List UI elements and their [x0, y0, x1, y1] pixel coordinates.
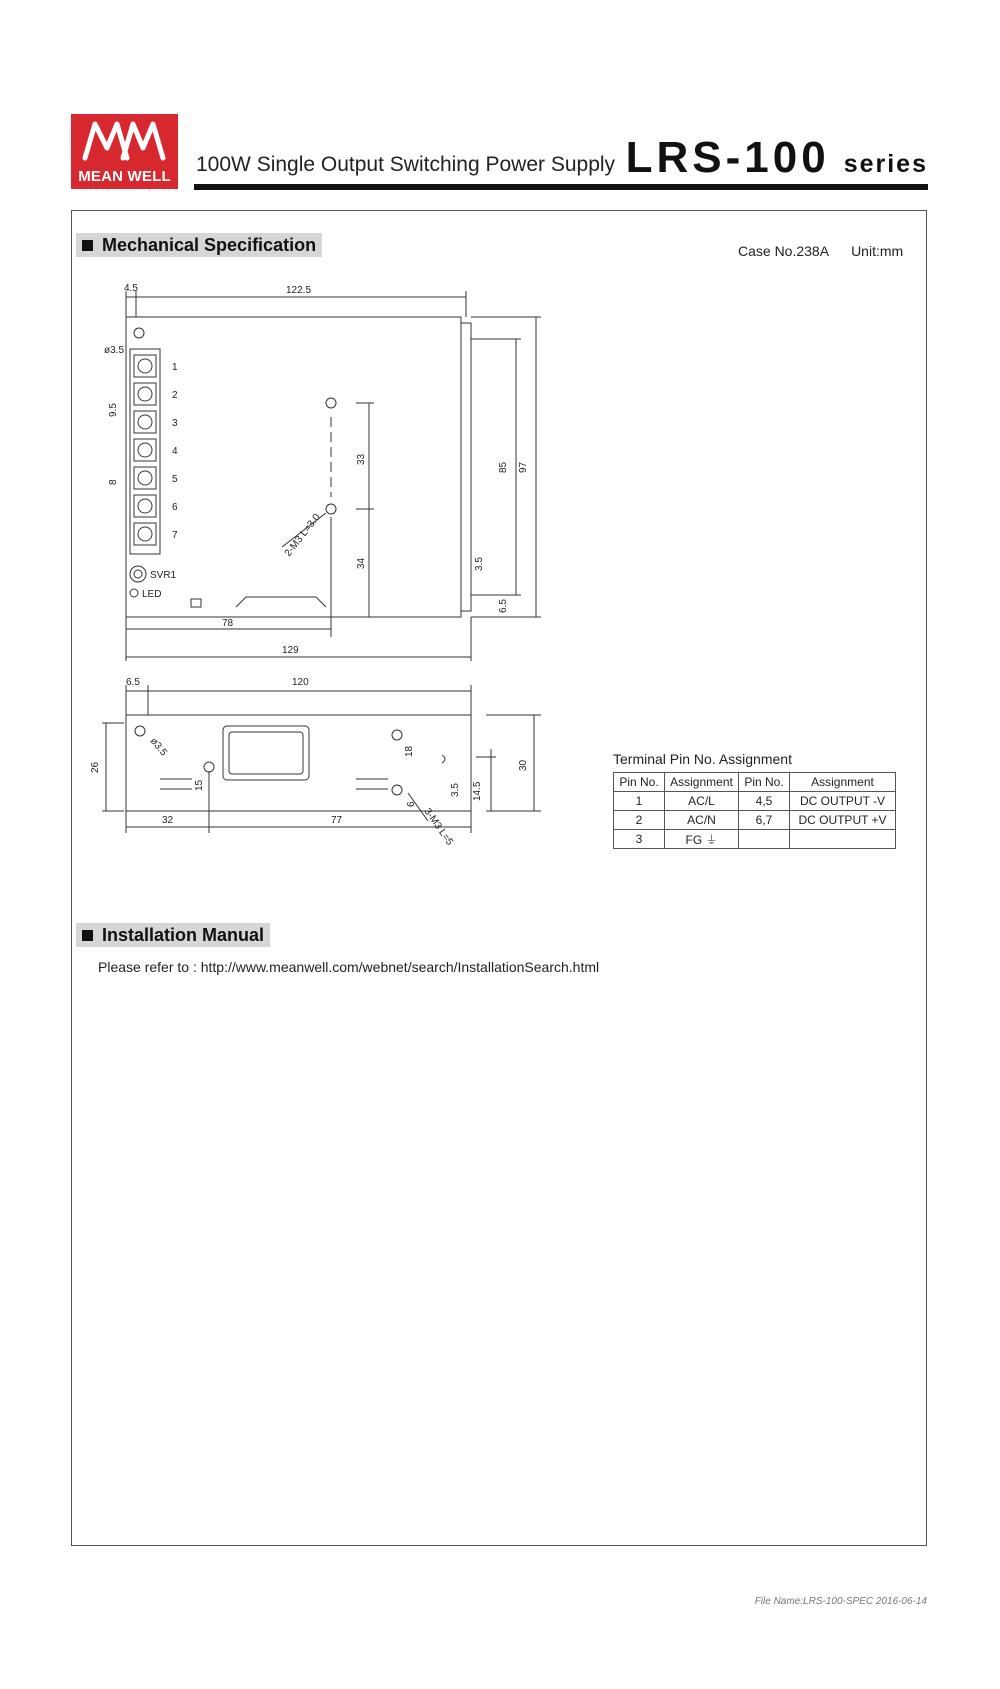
side-dim-30: 30 — [518, 759, 529, 771]
table-header-row — [614, 773, 896, 792]
section-bullet-icon — [82, 930, 93, 941]
table-header-cell: Assignment — [790, 773, 896, 792]
dim-85: 85 — [498, 461, 509, 473]
side-dim-15: 15 — [194, 779, 205, 791]
dim-97: 97 — [518, 461, 529, 473]
case-info — [738, 243, 903, 259]
dim-122-5: 122.5 — [286, 285, 312, 296]
dim-78: 78 — [222, 618, 234, 629]
side-dim-77: 77 — [331, 815, 343, 826]
case-number: Case No.238A — [738, 243, 830, 259]
terminal-label: 3 — [172, 418, 178, 429]
section-bullet-icon — [82, 240, 93, 251]
installation-manual-title — [76, 923, 270, 947]
terminal-label: 6 — [172, 502, 178, 513]
side-dim-3-5: 3.5 — [450, 783, 461, 797]
side-dim-hole-dia: ø3.5 — [147, 735, 169, 759]
side-dim-120: 120 — [292, 677, 309, 688]
dim-3-5: 3.5 — [474, 557, 485, 571]
table-header-cell: Assignment — [665, 773, 739, 792]
content-frame — [71, 210, 927, 1546]
top-view-drawing — [86, 277, 546, 697]
table-header-cell: Pin No. — [614, 773, 665, 792]
dim-4-5: 4.5 — [124, 283, 138, 294]
dim-34: 34 — [356, 557, 367, 569]
table-header-cell: Pin No. — [739, 773, 790, 792]
table-cell: 2 — [614, 811, 665, 830]
table-cell: AC/L — [665, 792, 739, 811]
table-cell: 4,5 — [739, 792, 790, 811]
table-cell: DC OUTPUT -V — [790, 792, 896, 811]
screw-label: 2-M3 L=3.0 — [282, 511, 323, 559]
header-rule — [194, 184, 928, 190]
dim-hole-dia: ø3.5 — [104, 345, 125, 356]
table-cell: FG ⏚ — [665, 830, 739, 849]
dim-9-5: 9.5 — [108, 403, 119, 417]
dim-6-5: 6.5 — [498, 599, 509, 613]
product-title — [626, 133, 928, 183]
mean-well-logo — [71, 114, 178, 189]
table-cell — [790, 830, 896, 849]
terminal-label: 7 — [172, 530, 178, 541]
terminal-table-caption: Terminal Pin No. Assignment — [613, 751, 792, 767]
terminal-pin-block — [613, 751, 896, 849]
table-cell: 1 — [614, 792, 665, 811]
installation-reference-link[interactable]: Please refer to : http://www.meanwell.com/webnet/search/InstallationSearch.html — [98, 959, 600, 975]
side-dim-32: 32 — [162, 815, 174, 826]
table-row — [614, 811, 896, 830]
dim-33: 33 — [356, 453, 367, 465]
mechanical-spec-title — [76, 233, 322, 257]
side-dim-6-5: 6.5 — [126, 677, 140, 688]
installation-manual-title-text: Installation Manual — [102, 925, 265, 945]
logo-brand-name: MEAN WELL — [78, 168, 171, 185]
table-cell: DC OUTPUT +V — [790, 811, 896, 830]
terminal-label: 5 — [172, 474, 178, 485]
product-series: series — [843, 150, 928, 178]
table-cell: AC/N — [665, 811, 739, 830]
logo-monogram-text: MW — [81, 118, 83, 119]
product-model: LRS-100 — [625, 133, 830, 182]
side-dim-14-5: 14.5 — [472, 781, 483, 801]
table-cell: 3 — [614, 830, 665, 849]
table-cell: 6,7 — [739, 811, 790, 830]
terminal-label: 2 — [172, 390, 178, 401]
led-label: LED — [142, 589, 162, 600]
terminal-label: 1 — [172, 362, 178, 373]
side-view-drawing — [86, 671, 546, 871]
side-screw-label: 3-M3 L=5 — [421, 806, 455, 848]
dim-129: 129 — [282, 645, 299, 656]
table-row — [614, 830, 896, 849]
document-subtitle: 100W Single Output Switching Power Supply — [196, 153, 616, 176]
svr-label: SVR1 — [150, 570, 177, 581]
unit-label: Unit:mm — [851, 243, 904, 259]
table-cell — [739, 830, 790, 849]
table-row — [614, 792, 896, 811]
terminal-pin-table — [613, 772, 896, 849]
mw-logo-mark — [81, 118, 168, 164]
dim-8: 8 — [108, 479, 119, 485]
file-name-footer: File Name:LRS-100-SPEC 2016-06-14 — [754, 1596, 927, 1607]
terminal-label: 4 — [172, 446, 178, 457]
side-dim-18: 18 — [404, 745, 415, 757]
side-dim-26: 26 — [90, 761, 101, 773]
mechanical-spec-title-text: Mechanical Specification — [102, 235, 317, 255]
side-dim-6: 6 — [406, 801, 417, 807]
